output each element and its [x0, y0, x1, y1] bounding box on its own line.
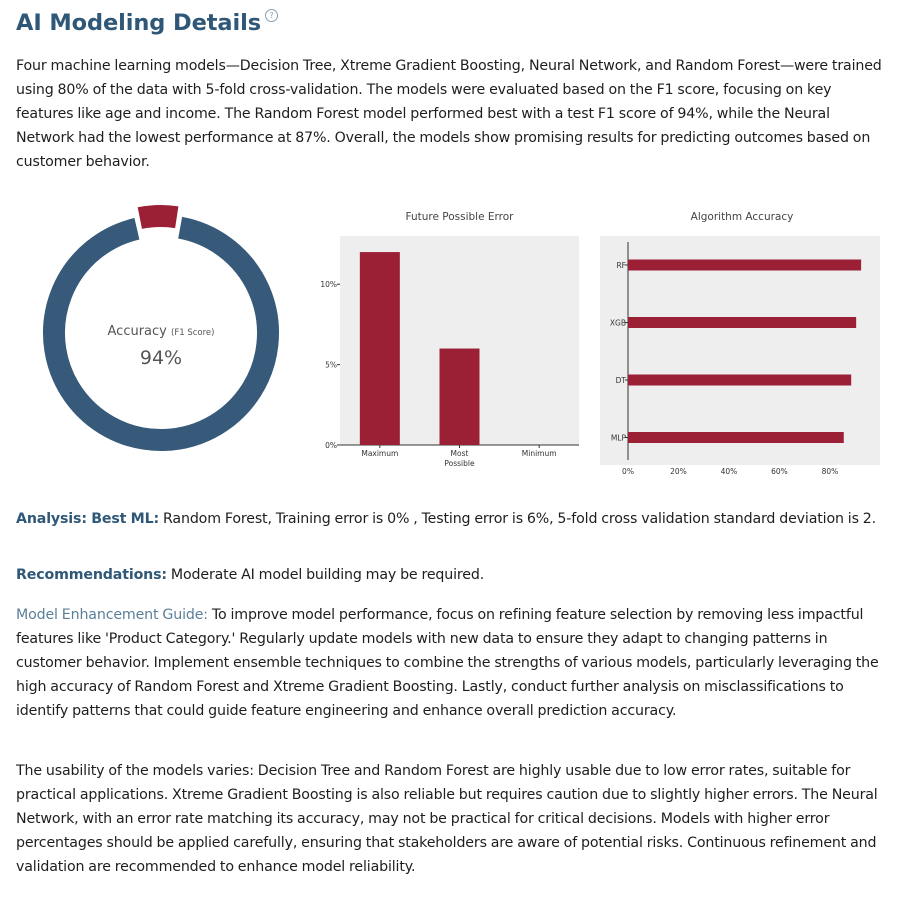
x-tick-label: Possible [444, 459, 475, 468]
y-tick-label: 0% [325, 441, 337, 450]
chart-title: Algorithm Accuracy [690, 211, 794, 223]
chart-title: Future Possible Error [405, 211, 514, 223]
recommendations-paragraph [16, 563, 886, 587]
guide-text: To improve model performance, focus on refining feature selection by removing less impactful features like 'Product Category.' Regularly update models with new data to ensure they adapt to changing patterns in customer behavior. Implement ensemble techniques to combine the strengths of various models, particularly leveraging the high accuracy of Random Forest and Xtreme Gradient Boosting. Lastly, conduct further analysis on misclassifications to identify patterns that could guide feature engineering and enhance overall prediction accuracy. [16, 607, 879, 719]
accuracy-donut-chart [28, 200, 298, 470]
x-tick-label: 80% [821, 467, 839, 475]
x-tick-label: 20% [670, 467, 687, 475]
donut-label-text: Accuracy [107, 324, 167, 339]
x-tick-label: 0% [622, 467, 634, 475]
algorithm-accuracy-chart [596, 205, 886, 475]
recommendations-label: Recommendations: [16, 567, 167, 583]
guide-paragraph [16, 603, 886, 723]
x-tick-label: 60% [771, 467, 788, 475]
bar [628, 375, 851, 386]
analysis-label: Analysis: Best ML: [16, 511, 160, 527]
page-title: AI Modeling Details [16, 10, 262, 36]
bar [628, 260, 861, 271]
usability-paragraph: The usability of the models varies: Decision Tree and Random Forest are highly usable due to low error rates, suitable for practical applications. Xtreme Gradient Boosting is also reliable but requires caution due to slightly higher errors. The Neural Network, with an error rate matching its accuracy, may not be practical for critical decisions. Models with higher error percentages should be applied carefully, ensuring that stakeholders are aware of potential risks. Continuous refinement and validation are recommended to enhance model reliability. [16, 763, 878, 875]
y-tick-label: DT [615, 376, 626, 385]
donut-value: 94% [139, 347, 183, 369]
x-tick-label: Most [450, 449, 469, 458]
x-tick-label: 40% [720, 467, 738, 475]
y-tick-label: MLP [610, 433, 626, 443]
guide-label: Model Enhancement Guide: [16, 607, 208, 623]
y-tick-label: 10% [320, 280, 337, 290]
analysis-text: Random Forest, Training error is 0% , Testing error is 6%, 5-fold cross validation standard deviation is 2. [159, 511, 877, 527]
donut-sublabel: (F1 Score) [171, 328, 215, 338]
donut-label [28, 324, 294, 339]
donut-remainder-segment [140, 216, 177, 218]
future-error-chart [300, 205, 585, 475]
y-tick-label: 5% [325, 360, 337, 370]
x-tick-label: Minimum [521, 449, 557, 458]
x-tick-label: Maximum [361, 449, 399, 458]
y-tick-label: RF [616, 261, 626, 270]
intro-paragraph: Four machine learning models—Decision Tree, Xtreme Gradient Boosting, Neural Network, and Random Forest—were trained using 80% of the data with 5-fold cross-validation. The models were evaluated based on the F1 score, focusing on key features like age and income. The Random Forest model performed best with a test F1 score of 94%, while the Neural Network had the lowest performance at 87%. Overall, the models show promising results for predicting outcomes based on customer behavior. [16, 58, 882, 170]
y-tick-label: XGB [609, 318, 626, 328]
analysis-paragraph [16, 507, 886, 531]
bar [440, 349, 480, 445]
bar [628, 317, 856, 328]
bar [628, 432, 844, 443]
recommendations-text: Moderate AI model building may be required. [166, 567, 485, 583]
bar [360, 252, 400, 445]
help-icon[interactable]: ? [265, 9, 278, 22]
